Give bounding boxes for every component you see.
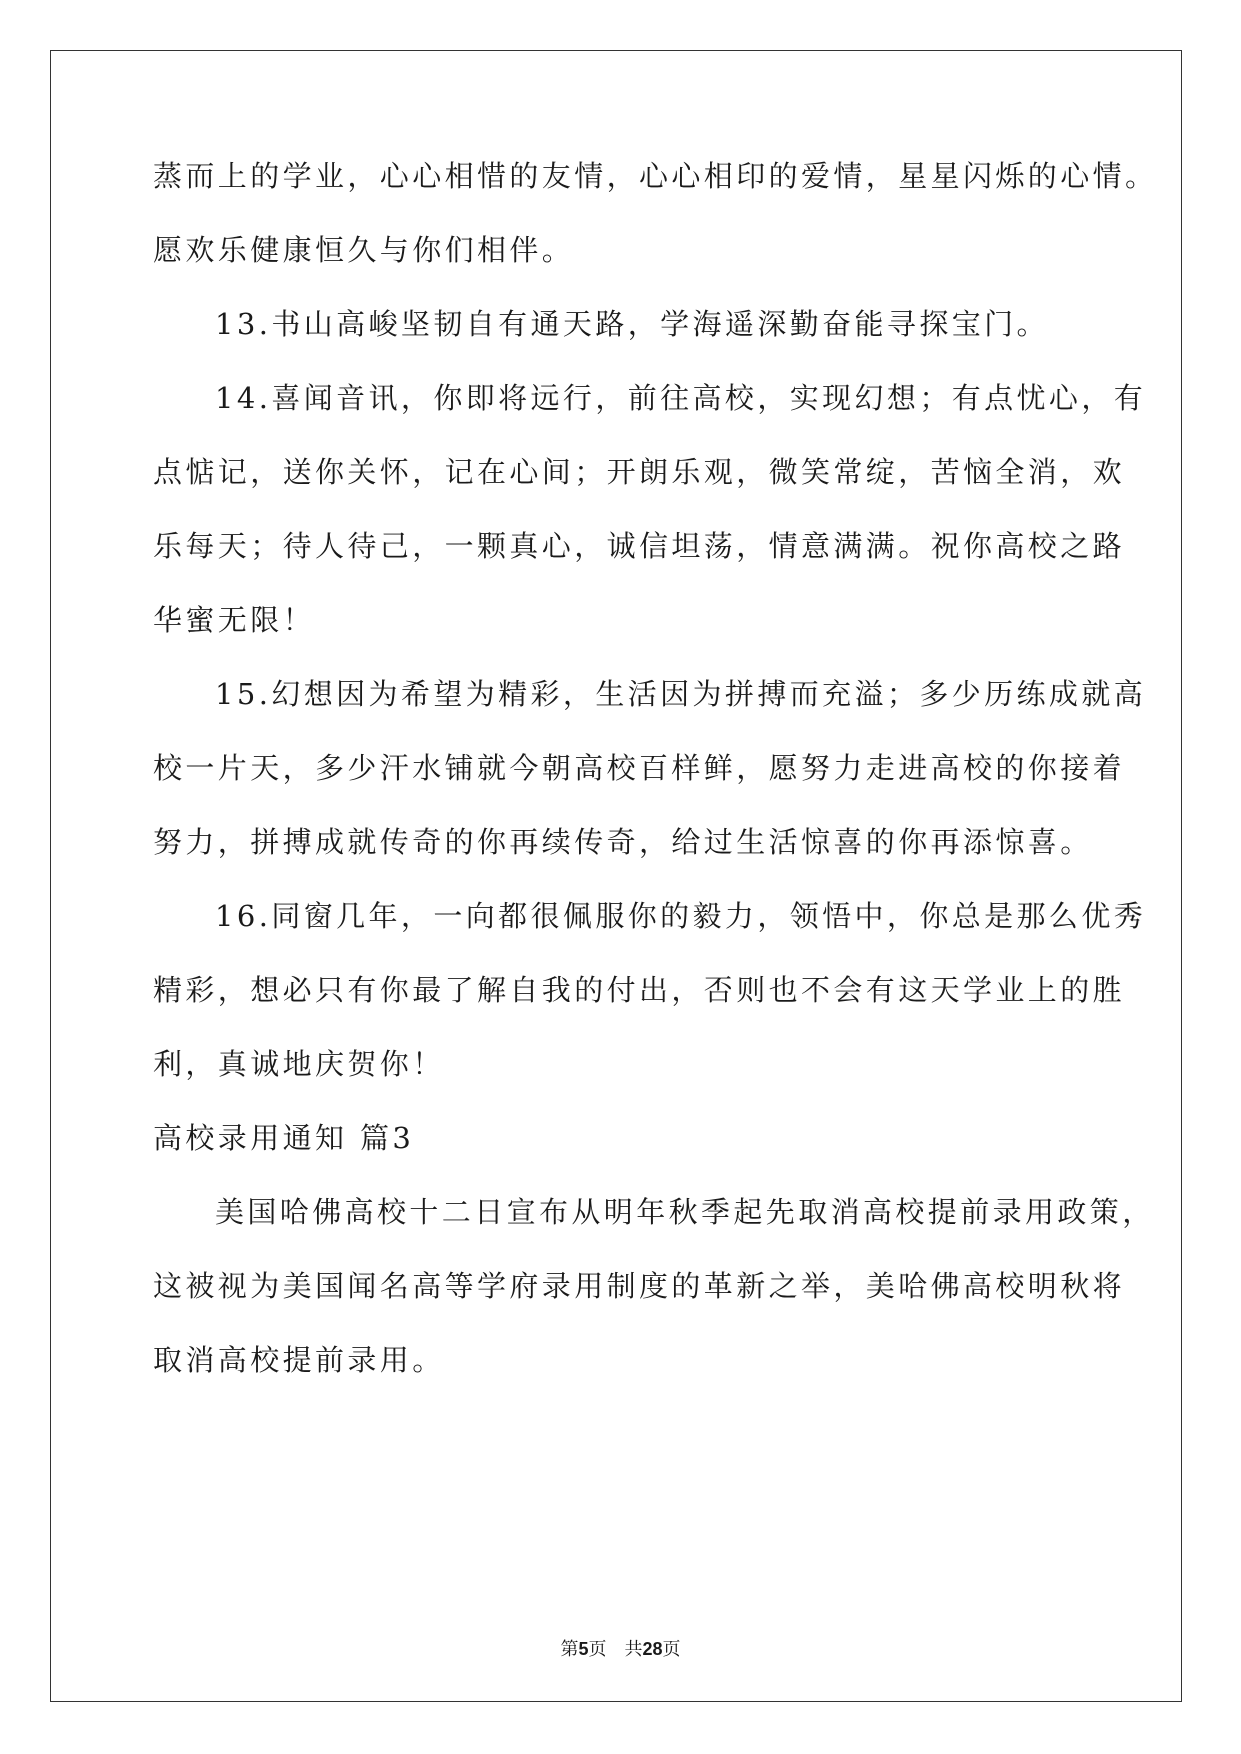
page-footer	[0, 1635, 1241, 1661]
page-number: 5	[578, 1639, 589, 1659]
text-line: 校一片天，多少汗水铺就今朝高校百样鲜，愿努力走进高校的你接着	[153, 751, 1126, 785]
text-line: 精彩，想必只有你最了解自我的付出，否则也不会有这天学业上的胜	[153, 973, 1126, 1007]
text-line: 华蜜无限！	[153, 603, 316, 637]
section-heading: 高校录用通知 篇3	[153, 1121, 415, 1155]
list-item-14: 14.喜闻音讯，你即将远行，前往高校，实现幻想；有点忧心，有	[215, 381, 1147, 415]
page-border	[50, 50, 1182, 1702]
text-line: 蒸而上的学业，心心相惜的友情，心心相印的爱情，星星闪烁的心情。	[153, 159, 1158, 193]
list-item-13: 13.书山高峻坚韧自有通天路，学海遥深勤奋能寻探宝门。	[215, 307, 1049, 341]
list-item-15: 15.幻想因为希望为精彩，生活因为拼搏而充溢；多少历练成就高	[215, 677, 1147, 711]
text-line: 取消高校提前录用。	[153, 1343, 445, 1377]
text-line: 点惦记，送你关怀，记在心间；开朗乐观，微笑常绽，苦恼全消，欢	[153, 455, 1126, 489]
text-line: 努力，拼搏成就传奇的你再续传奇，给过生活惊喜的你再添惊喜。	[153, 825, 1093, 859]
text-line: 乐每天；待人待己，一颗真心，诚信坦荡，情意满满。祝你高校之路	[153, 529, 1126, 563]
footer-page-suffix: 页	[588, 1639, 607, 1660]
text-line: 美国哈佛高校十二日宣布从明年秋季起先取消高校提前录用政策，	[215, 1195, 1155, 1229]
text-line: 愿欢乐健康恒久与你们相伴。	[153, 233, 575, 267]
footer-total-suffix: 页	[662, 1639, 681, 1660]
text-line: 利，真诚地庆贺你！	[153, 1047, 445, 1081]
footer-prefix: 第	[560, 1639, 579, 1660]
total-pages: 28	[642, 1639, 663, 1659]
text-line: 这被视为美国闻名高等学府录用制度的革新之举，美哈佛高校明秋将	[153, 1269, 1126, 1303]
footer-total-prefix: 共	[624, 1639, 643, 1660]
list-item-16: 16.同窗几年，一向都很佩服你的毅力，领悟中，你总是那么优秀	[215, 899, 1147, 933]
